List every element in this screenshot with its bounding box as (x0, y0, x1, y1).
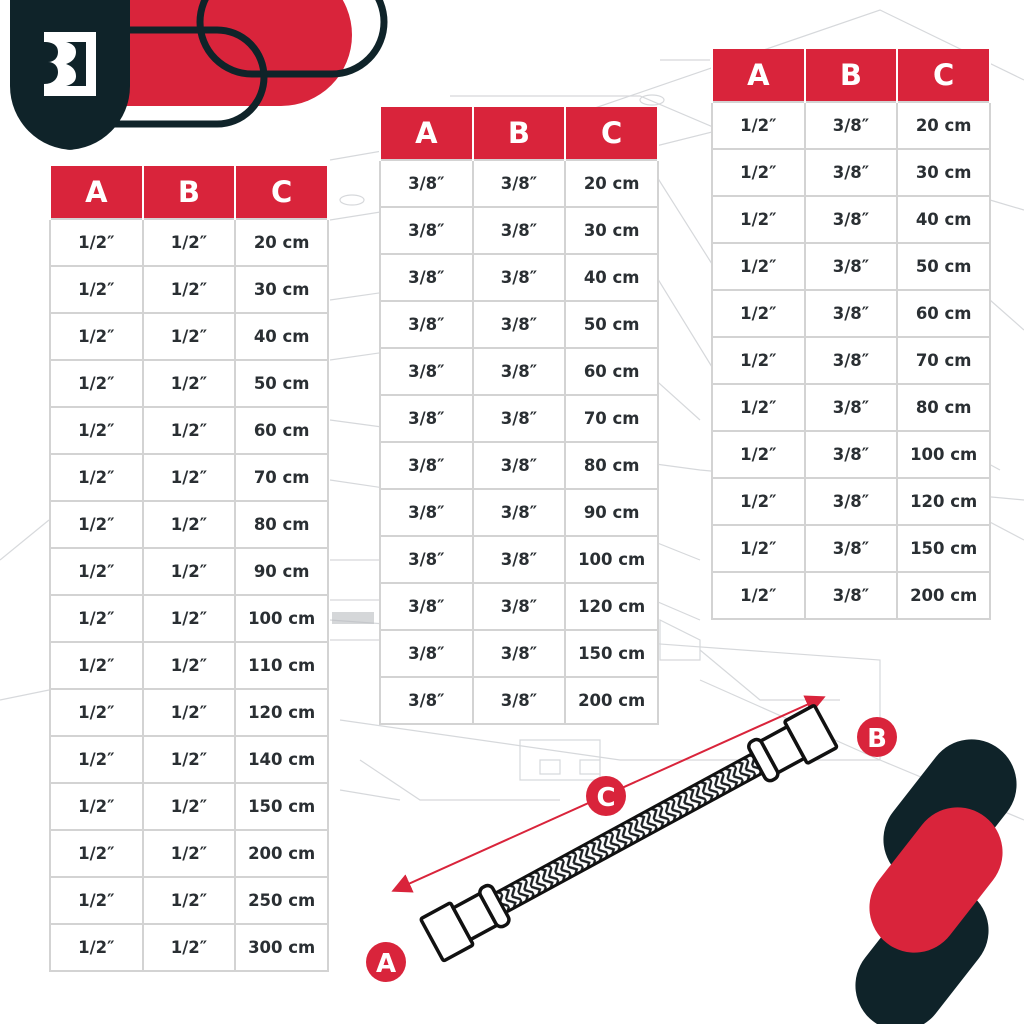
cell-b: 3/8″ (473, 630, 566, 677)
cell-b: 3/8″ (473, 254, 566, 301)
cell-c: 70 cm (565, 395, 658, 442)
cell-a: 1/2″ (712, 478, 805, 525)
cell-a: 1/2″ (50, 313, 143, 360)
cell-b: 3/8″ (473, 677, 566, 724)
cell-b: 1/2″ (143, 219, 236, 266)
cell-a: 1/2″ (50, 924, 143, 971)
cell-b: 3/8″ (805, 243, 898, 290)
cell-c: 40 cm (565, 254, 658, 301)
cell-c: 120 cm (565, 583, 658, 630)
header-c: C (565, 107, 658, 160)
cell-b: 3/8″ (805, 290, 898, 337)
cell-a: 1/2″ (50, 877, 143, 924)
cell-c: 20 cm (565, 160, 658, 207)
header-a: A (380, 107, 473, 160)
cell-c: 110 cm (235, 642, 328, 689)
cell-c: 300 cm (235, 924, 328, 971)
cell-c: 90 cm (235, 548, 328, 595)
cell-a: 1/2″ (50, 642, 143, 689)
cell-c: 200 cm (565, 677, 658, 724)
cell-c: 70 cm (897, 337, 990, 384)
cell-a: 3/8″ (380, 301, 473, 348)
cell-a: 1/2″ (50, 736, 143, 783)
cell-c: 70 cm (235, 454, 328, 501)
cell-c: 200 cm (897, 572, 990, 619)
braided-hose-icon (421, 705, 838, 961)
cell-a: 3/8″ (380, 489, 473, 536)
cell-a: 1/2″ (50, 266, 143, 313)
cell-a: 3/8″ (380, 254, 473, 301)
cell-c: 40 cm (235, 313, 328, 360)
cell-a: 1/2″ (712, 102, 805, 149)
cell-c: 80 cm (235, 501, 328, 548)
cell-c: 140 cm (235, 736, 328, 783)
cell-b: 1/2″ (143, 266, 236, 313)
cell-a: 3/8″ (380, 207, 473, 254)
cell-c: 80 cm (897, 384, 990, 431)
cell-b: 1/2″ (143, 830, 236, 877)
cell-c: 50 cm (565, 301, 658, 348)
cell-a: 3/8″ (380, 630, 473, 677)
cell-b: 1/2″ (143, 313, 236, 360)
cell-c: 30 cm (897, 149, 990, 196)
cell-a: 1/2″ (50, 454, 143, 501)
cell-b: 3/8″ (805, 478, 898, 525)
label-b-text: B (867, 724, 887, 754)
cell-b: 3/8″ (473, 442, 566, 489)
cell-b: 3/8″ (473, 395, 566, 442)
cell-b: 3/8″ (473, 536, 566, 583)
header-a: A (712, 49, 805, 102)
label-c-badge (586, 776, 626, 816)
cell-b: 3/8″ (805, 525, 898, 572)
cell-b: 3/8″ (805, 196, 898, 243)
header-a: A (50, 166, 143, 219)
cell-c: 20 cm (235, 219, 328, 266)
label-b-badge (857, 717, 897, 757)
cell-b: 3/8″ (805, 102, 898, 149)
cell-b: 3/8″ (473, 160, 566, 207)
cell-a: 1/2″ (712, 243, 805, 290)
cell-b: 1/2″ (143, 501, 236, 548)
cell-c: 150 cm (235, 783, 328, 830)
cell-b: 1/2″ (143, 595, 236, 642)
cell-b: 1/2″ (143, 924, 236, 971)
header-b: B (143, 166, 236, 219)
cell-a: 1/2″ (50, 548, 143, 595)
cell-a: 1/2″ (712, 384, 805, 431)
cell-a: 1/2″ (712, 196, 805, 243)
cell-a: 1/2″ (712, 290, 805, 337)
cell-c: 80 cm (565, 442, 658, 489)
cell-c: 20 cm (897, 102, 990, 149)
cell-b: 1/2″ (143, 783, 236, 830)
cell-b: 1/2″ (143, 454, 236, 501)
cell-a: 1/2″ (712, 337, 805, 384)
cell-a: 1/2″ (50, 595, 143, 642)
cell-b: 1/2″ (143, 877, 236, 924)
cell-c: 120 cm (897, 478, 990, 525)
header-c: C (235, 166, 328, 219)
header-c: C (897, 49, 990, 102)
cell-c: 120 cm (235, 689, 328, 736)
cell-a: 3/8″ (380, 536, 473, 583)
cell-c: 90 cm (565, 489, 658, 536)
cell-a: 1/2″ (50, 360, 143, 407)
cell-c: 60 cm (565, 348, 658, 395)
cell-a: 3/8″ (380, 348, 473, 395)
cell-a: 1/2″ (50, 689, 143, 736)
cell-b: 3/8″ (473, 583, 566, 630)
cell-c: 50 cm (897, 243, 990, 290)
cell-b: 3/8″ (473, 207, 566, 254)
cell-a: 1/2″ (712, 525, 805, 572)
label-c-text: C (596, 783, 616, 813)
cell-b: 3/8″ (473, 301, 566, 348)
cell-b: 1/2″ (143, 407, 236, 454)
cell-a: 3/8″ (380, 677, 473, 724)
cell-b: 1/2″ (143, 736, 236, 783)
cell-c: 40 cm (897, 196, 990, 243)
cell-b: 1/2″ (143, 548, 236, 595)
cell-c: 100 cm (235, 595, 328, 642)
cell-c: 60 cm (897, 290, 990, 337)
cell-c: 50 cm (235, 360, 328, 407)
cell-a: 3/8″ (380, 442, 473, 489)
label-a-badge (366, 942, 406, 982)
cell-c: 200 cm (235, 830, 328, 877)
cell-b: 3/8″ (805, 572, 898, 619)
cell-b: 1/2″ (143, 689, 236, 736)
cell-a: 1/2″ (50, 407, 143, 454)
cell-c: 30 cm (565, 207, 658, 254)
cell-a: 1/2″ (50, 501, 143, 548)
cell-a: 1/2″ (50, 830, 143, 877)
header-b: B (473, 107, 566, 160)
cell-a: 1/2″ (712, 149, 805, 196)
cell-b: 1/2″ (143, 360, 236, 407)
cell-b: 1/2″ (143, 642, 236, 689)
cell-a: 1/2″ (712, 431, 805, 478)
cell-b: 3/8″ (805, 431, 898, 478)
cell-a: 1/2″ (50, 783, 143, 830)
cell-c: 250 cm (235, 877, 328, 924)
cell-b: 3/8″ (805, 149, 898, 196)
cell-a: 3/8″ (380, 395, 473, 442)
cell-c: 100 cm (897, 431, 990, 478)
cell-c: 100 cm (565, 536, 658, 583)
cell-b: 3/8″ (473, 348, 566, 395)
cell-b: 3/8″ (805, 384, 898, 431)
cell-b: 3/8″ (473, 489, 566, 536)
cell-c: 150 cm (565, 630, 658, 677)
cell-c: 60 cm (235, 407, 328, 454)
header-b: B (805, 49, 898, 102)
cell-b: 3/8″ (805, 337, 898, 384)
cell-a: 1/2″ (50, 219, 143, 266)
cell-c: 30 cm (235, 266, 328, 313)
cell-c: 150 cm (897, 525, 990, 572)
label-a-text: A (375, 949, 397, 979)
cell-a: 3/8″ (380, 160, 473, 207)
cell-a: 3/8″ (380, 583, 473, 630)
cell-a: 1/2″ (712, 572, 805, 619)
